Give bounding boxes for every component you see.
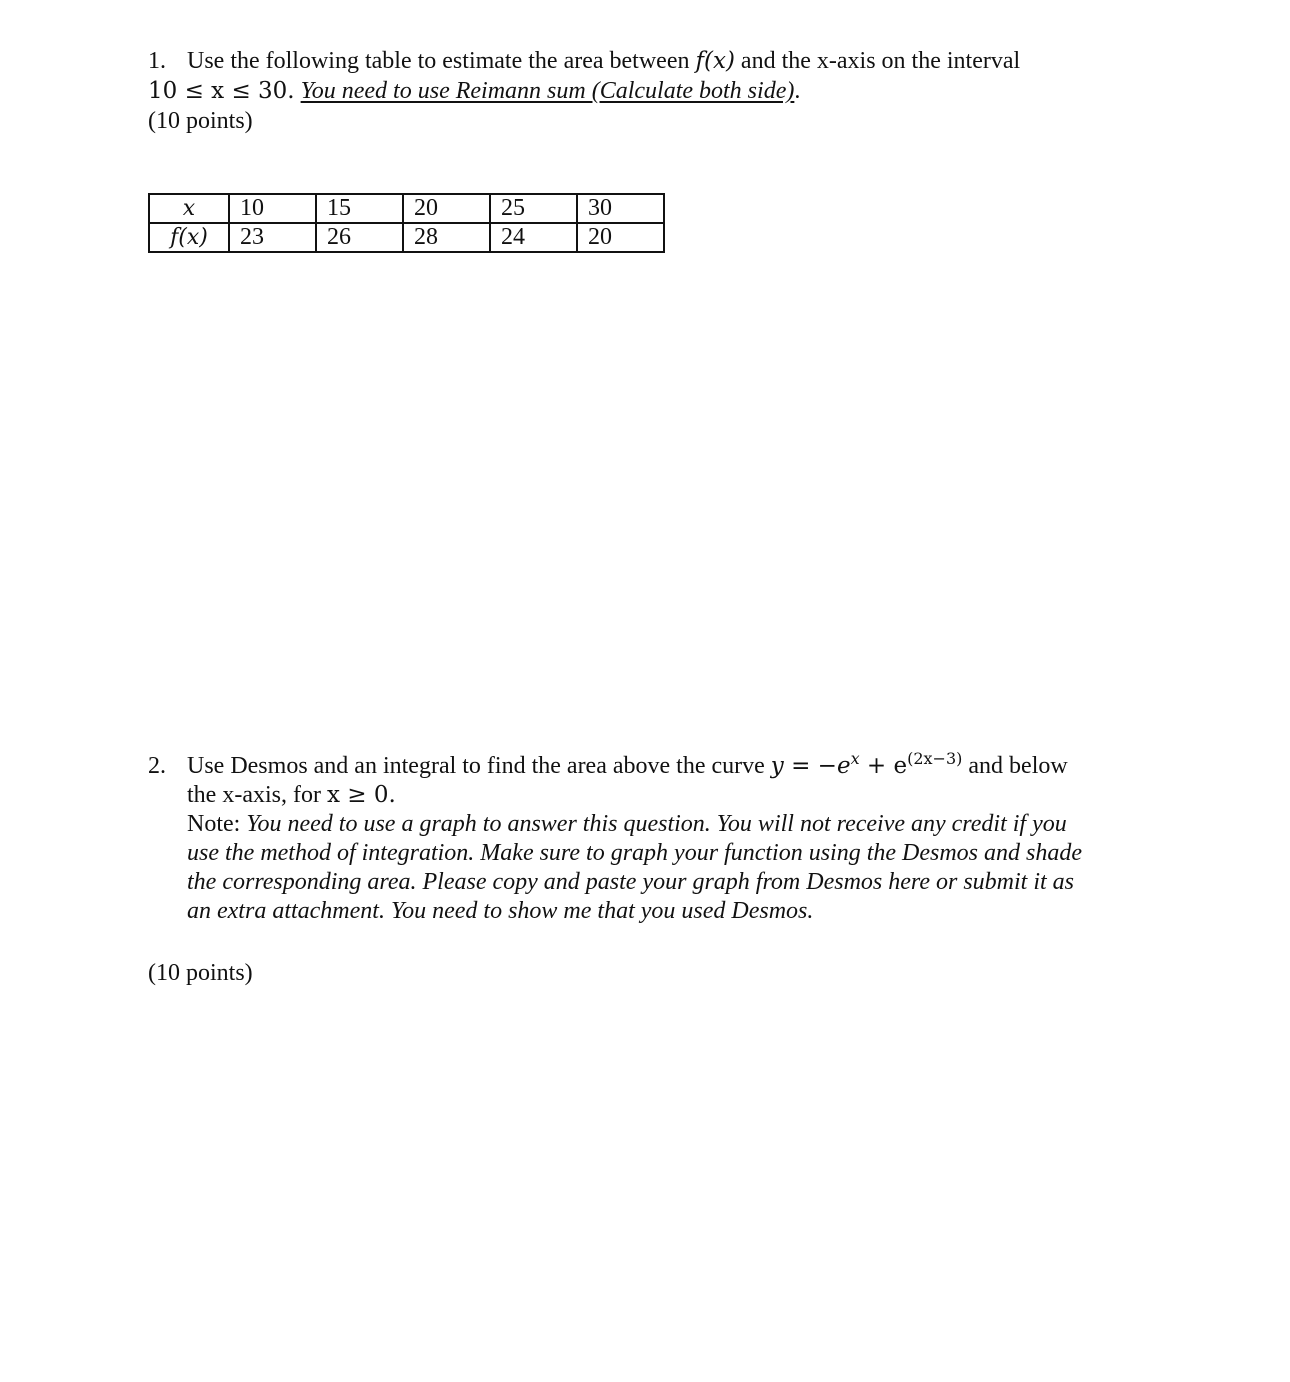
row-header-x: x [149,194,229,223]
question-1-line-1 [148,46,1148,76]
values-table [148,193,665,253]
note-line-2: use the method of integration. Make sure to graph your function using the Desmos and shade [187,840,1083,866]
x-value-cell: 20 [403,194,490,223]
interval: 10 ≤ x ≤ 30. [148,78,295,104]
fx-value-cell: 23 [229,223,316,252]
question-1 [148,46,1148,136]
fx-value-cell: 28 [403,223,490,252]
question-1-number: 1. [148,48,166,74]
question-2-line-1-end: and below [968,753,1068,779]
question-1-intro: Use the following table to estimate the area between [187,48,690,74]
equation-exponent-2: (2x−3) [907,749,963,768]
question-1-after-function: and the x-axis on the interval [740,48,1021,74]
note-line-4: an extra attachment. You need to show me that you used Desmos. [187,898,814,924]
function-label: f(x) [695,48,735,74]
question-2 [148,749,1148,926]
curve-equation [770,749,963,779]
question-2-line-2-text: the x-axis, for [187,782,321,808]
fx-value-cell: 20 [577,223,664,252]
x-value-cell: 15 [316,194,403,223]
equation-main: y = −e [770,753,851,779]
note-line-1 [148,810,1148,839]
question-2-line-2 [148,781,1148,810]
question-2-line-1 [148,749,1148,781]
instruction-period: . [794,78,801,104]
x-value-cell: 30 [577,194,664,223]
question-1-line-2 [148,76,1148,106]
note-line-3: the corresponding area. Please copy and paste your graph from Desmos here or submit it as [187,869,1075,895]
question-2-points: (10 points) [148,960,253,986]
row-header-fx: f(x) [149,223,229,252]
x-value-cell: 10 [229,194,316,223]
fx-value-cell: 24 [490,223,577,252]
question-1-points: (10 points) [148,108,253,134]
table-row-fx [149,223,664,252]
question-2-number: 2. [148,753,166,779]
fx-value-cell: 26 [316,223,403,252]
x-value-cell: 25 [490,194,577,223]
question-2-intro: Use Desmos and an integral to find the area above the curve [187,753,765,779]
note-label: Note: [187,811,241,837]
note-text-1: You need to use a graph to answer this question. You will not receive any credit if you [246,811,1067,837]
equation-exponent-1: x [850,749,860,768]
domain-condition: x ≥ 0. [326,782,396,808]
reimann-instruction: You need to use Reimann sum (Calculate both side) [300,78,795,104]
equation-plus-term: + e [859,753,908,779]
table-row-x [149,194,664,223]
